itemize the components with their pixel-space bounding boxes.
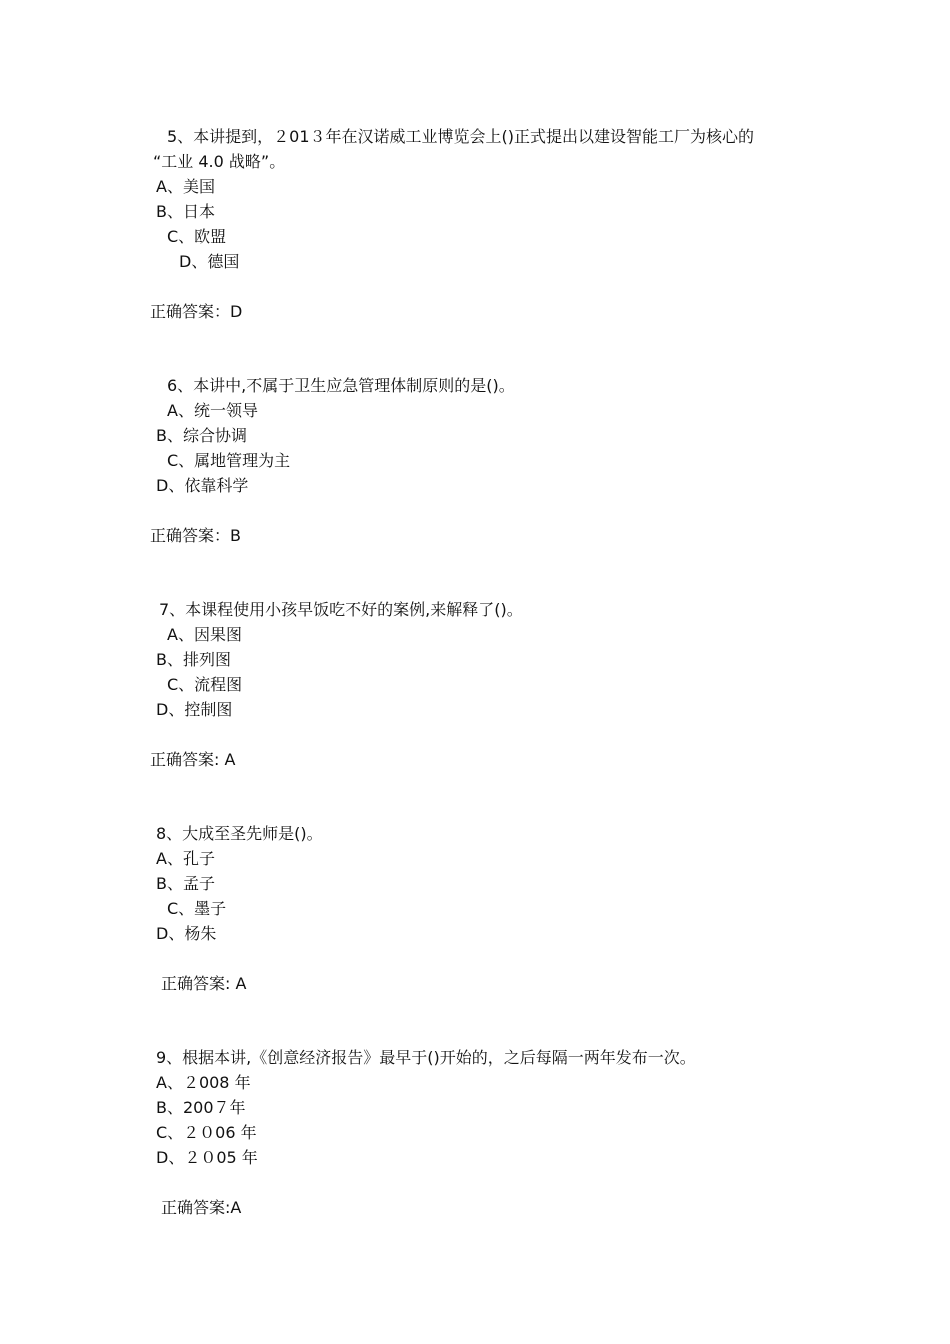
question-7-stem: 7、本课程使用小孩早饭吃不好的案例,来解释了()。 xyxy=(159,600,523,619)
question-9-option-c: C、２０06 年 xyxy=(156,1123,257,1142)
question-7-option-b: B、排列图 xyxy=(156,650,231,669)
question-8-option-b: B、孟子 xyxy=(156,874,215,893)
question-7-option-d: D、控制图 xyxy=(156,700,233,719)
question-6-option-a: A、统一领导 xyxy=(167,401,258,420)
question-8-option-c: C、墨子 xyxy=(167,899,227,918)
question-5-option-c: C、欧盟 xyxy=(167,227,227,246)
question-8-option-d: D、杨朱 xyxy=(156,924,217,943)
question-6-answer: 正确答案：B xyxy=(150,526,241,545)
question-8-answer: 正确答案: A xyxy=(161,974,247,993)
question-9-option-d: D、２０05 年 xyxy=(156,1148,258,1167)
question-5-answer: 正确答案：D xyxy=(150,302,243,321)
question-9-answer: 正确答案:A xyxy=(161,1198,242,1217)
question-6-stem: 6、本讲中,不属于卫生应急管理体制原则的是()。 xyxy=(167,376,515,395)
question-6-option-c: C、属地管理为主 xyxy=(167,451,291,470)
question-8-option-a: A、孔子 xyxy=(156,849,215,868)
question-5-stem-continued: “工业 4.0 战略”。 xyxy=(153,152,286,171)
question-8-stem: 8、大成至圣先师是()。 xyxy=(156,824,323,843)
question-9-option-a: A、２008 年 xyxy=(156,1073,251,1092)
question-5-option-a: A、美国 xyxy=(156,177,215,196)
question-9-stem: 9、根据本讲,《创意经济报告》最早于()开始的，之后每隔一两年发布一次。 xyxy=(156,1048,696,1067)
question-7-option-c: C、流程图 xyxy=(167,675,243,694)
question-5-stem: 5、本讲提到，２01３年在汉诺威工业博览会上()正式提出以建设智能工厂为核心的 xyxy=(167,127,755,146)
question-5-option-d: D、德国 xyxy=(179,252,240,271)
question-6-option-d: D、依靠科学 xyxy=(156,476,249,495)
question-6-option-b: B、综合协调 xyxy=(156,426,247,445)
question-5-option-b: B、日本 xyxy=(156,202,215,221)
question-7-option-a: A、因果图 xyxy=(167,625,242,644)
question-7-answer: 正确答案: A xyxy=(150,750,236,769)
question-9-option-b: B、200７年 xyxy=(156,1098,246,1117)
